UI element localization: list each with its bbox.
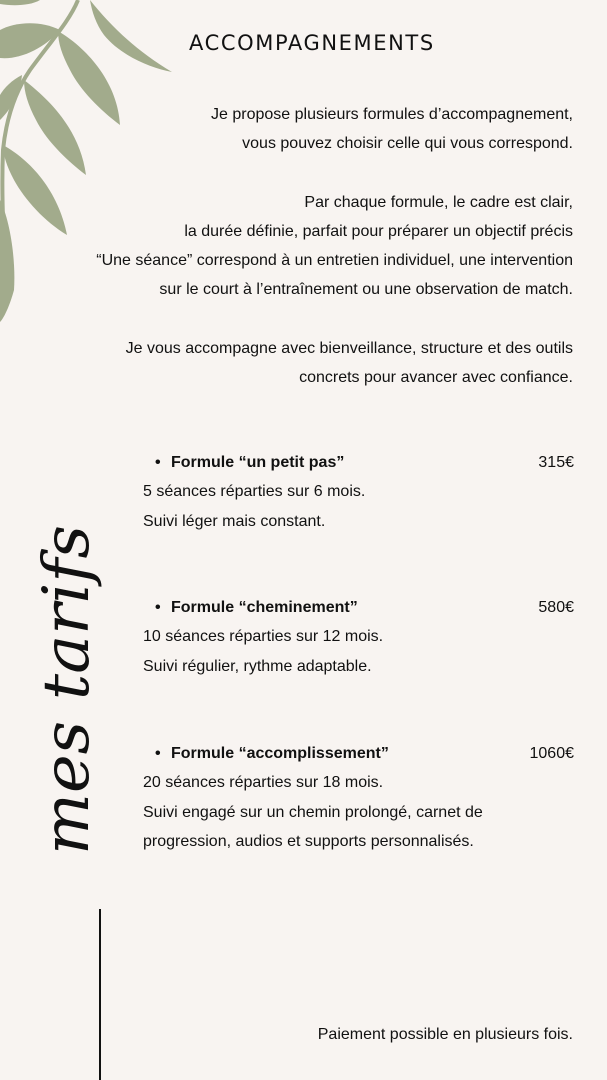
intro-line: “Une séance” correspond à un entretien individuel, une intervention: [96, 252, 573, 270]
formula-detail: Suivi engagé sur un chemin prolongé, carnet de progression, audios et supports personnalisés.: [143, 803, 483, 850]
formula-name: • Formule “un petit pas”: [143, 448, 344, 477]
page-title: ACCOMPAGNEMENTS: [189, 31, 435, 55]
formula-name: • Formule “cheminement”: [143, 593, 358, 622]
formula-detail: Suivi régulier, rythme adaptable.: [143, 657, 372, 675]
formula-name: • Formule “accomplissement”: [143, 739, 389, 768]
formula-detail: 10 séances réparties sur 12 mois.: [143, 628, 384, 646]
formula-price: 315€: [538, 454, 574, 471]
side-script-heading: [18, 520, 138, 860]
intro-line: Par chaque formule, le cadre est clair,: [304, 193, 573, 211]
formula-item: [143, 593, 574, 681]
payment-note: Paiement possible en plusieurs fois.: [317, 1026, 573, 1043]
intro-text: [33, 100, 573, 392]
intro-line: vous pouvez choisir celle qui vous correspond.: [242, 135, 573, 153]
side-script-text: mes tarifs: [30, 531, 104, 855]
intro-line: la durée définie, parfait pour préparer un objectif précis: [184, 222, 573, 240]
formula-item: [143, 739, 574, 856]
formula-item: [143, 448, 574, 536]
intro-line: Je propose plusieurs formules d’accompagnement,: [211, 106, 573, 123]
formula-detail: 5 séances réparties sur 6 mois.: [143, 483, 366, 501]
intro-line: sur le court à l’entraînement ou une observation de match.: [159, 281, 573, 299]
formula-detail: Suivi léger mais constant.: [143, 512, 326, 530]
intro-line: Je vous accompagne avec bienveillance, structure et des outils: [125, 339, 573, 357]
intro-line: concrets pour avancer avec confiance.: [299, 369, 573, 387]
formula-price: 580€: [538, 599, 574, 616]
formula-detail: 20 séances réparties sur 18 mois.: [143, 774, 384, 792]
formula-price: 1060€: [529, 745, 574, 762]
vertical-divider: [99, 909, 101, 1080]
